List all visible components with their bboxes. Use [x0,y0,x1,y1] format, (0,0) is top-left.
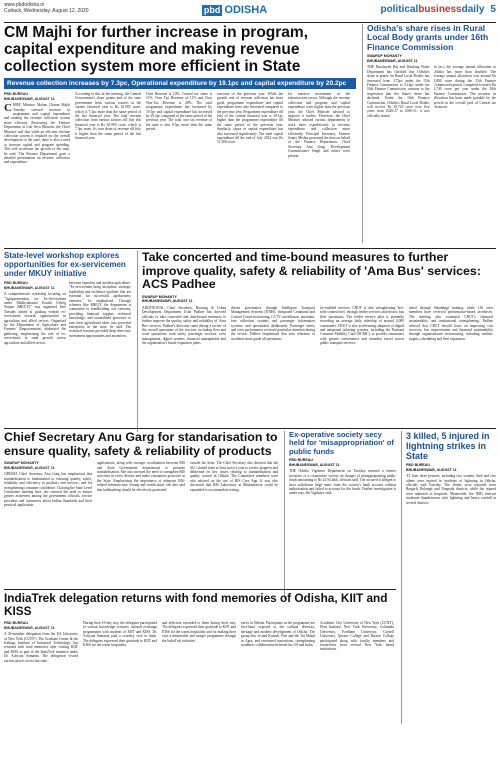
story-headline[interactable]: Chief Secretary Anu Garg for standarisation to ensure quality, safety & reliability of products [4,430,278,458]
story-headline[interactable]: IndiaTrek delegation returns with fond memories of Odisha, KIIT and KISS [4,591,388,618]
story-text: HIEF Minister Mohan Charan Majhi Tuesday stressed increase in programme and capital expenditure and making the revenue collection system more efficient. Reviewing the Finance Department at Lok Seva Bhawan, the Chief Minister said that while an efficient revenue collection system is required for the overall development of the state, there is also a need to increase capital and program spending. This will accelerate the growth of the state, he said. The Finance Department gave a detailed presentation on revenue collection and expenditure. [4,103,70,165]
story-body [4,281,132,433]
story-text: A 30-member delegation from the US University of New York (CUNY), The Graduate Center & the Kalinga Institute of Industrial Technology, has returned with fond memories after visiting KIIT and KISS as part of the IndiaTrek initiative under Dr. Achyuta Samanta. The delegation visited various places across the state. [4,632,78,663]
byline-agency: PBD BUREAU [406,463,430,467]
logo-word: ODISHA [224,4,268,16]
logo-badge: pbd [203,4,221,15]
story-odisha-share [362,24,496,243]
story-column: According to this in the meeting, the Central Government's share grants and of the state government from various sources in the current financial year is Rs 65,985 crore, which is 7.3pc more than the same period of the last financial year. The total revenue collection from various sources till July this financial year is Rs 63,993 crore, which is 7.3pc more. Its own share of revenue till July is higher than the same period of the last financial year. [75,92,141,141]
story-body [367,65,496,243]
story-workshop [4,251,132,433]
section-prefix: political [380,4,419,15]
story-column [4,461,92,599]
byline-place: BHUBANESWAR, AUGUST 11 [4,625,55,630]
dateline: Cuttack, Wednesday, August 12, 2020 [4,8,89,14]
byline-place: BHUBANESWAR, AUGUST 11 [4,465,55,470]
story-column [4,281,66,433]
story-text: A comprehensive workshop focusing on "Agripreneurship for Ex-Servicemen under Mukhyamantri Krushi Udyog Yojana (MKUY)" was organised here Tuesday aimed at guiding veteran ex-servicemen towards opportunities in agriculture and allied sectors. Organised by the Department of Agriculture and Farmers' Empowerment, addressed the gathering, emphasising the role of ex-servicemen in rural growth across agriculture and allied sectors. [4,292,66,345]
byline-agency: PBD BUREAU [289,458,313,463]
story-body [4,621,396,772]
story-ama-bus [137,251,496,432]
byline-place: BHUBANESWAR, AUGUST 11 [4,285,55,290]
site-url[interactable]: www.pbdodisha.in [4,2,45,8]
byline-place: BHUBANESWAR, AUGUST 11 [367,58,418,63]
story-column: AT least three persons, including two women, died and five others were injured in incidents of lightning in Odisha, officials said Tuesday. The deaths were reported from Bargarh, Bolangir and Nuapada districts, while the injured were admitted to hospitals. Meanwhile, the IMD forecast moderate thunderstorm with lightning and heavy rainfall in several districts. [406,474,496,505]
story-headline[interactable]: CM Majhi for further increase in program, capital expenditure and making revenue collection system more efficient in State [4,24,309,75]
section-title [380,4,496,15]
story-text: ODISHA Chief Secretary Anu Garg has emphasised that standardisation is fundamental to ensuring quality, safety, reliability and efficiency in products and services, and for strengthening consumer confidence. Chairing the State Level Committee meeting here, she stressed the need to ensure greater awareness among the government officials, service providers and consumers about Indian Standards and their practical application. [4,472,92,508]
story-column: During their 10-day stay, the delegates participated in various knowledge sessions, cultural exchange programmes with students of KIIT and KISS. Dr. Achyuta Samanta paid a courtesy visit to them. The delegates expressed their gratitude to KIIT and KISS for the warm hospitality. [83,621,157,648]
story-column: outcome of the previous year. While the growth rate of revenue collection has been good, programme expenditure and capital expenditure have also increased compared to the previous year. Programme expenditure till July of the current financial year is 19.1pc higher than the programme expenditure till the same period of the previous year. Similarly, capex or capital expenditure has also increased significantly. The total capital expenditure till the end of July 2024 was Rs 11,300 crore. [217,92,283,145]
masthead [0,0,500,22]
story-headline[interactable]: 3 killed, 5 injured in lightning strikes in State [406,431,490,461]
story-headline[interactable]: State-level workshop explores opportunities for ex-servicemen under MKUY initiative [4,251,126,278]
byline-agency: PBD BUREAU [4,92,28,96]
story-cm-majhi [4,24,356,269]
story-column: ences in Odisha. Participants in the programme are first-hand exposed to the cultural diversity, heritage and modern development of Odisha. The group also visited Konark, Puri and the Taj Mahal in Agra, and renowned institutions, strengthening academic collaboration between the US and India. [241,621,315,648]
section-word: business [418,4,462,15]
story-column: and affection extended to them during their stay. The delegates expressed their gratitude to KIIT and KISS for the warm hospitality and for making their visit a memorable and unique programme through the IndiaTrek initiative. [162,621,236,643]
story-column: outside the State. The Chief Secretary also directed that the SLC should meet at least twice a year to review progress and deliberate on key issues relating to standardisation and quality control in Odisha. The Committee members were also advised on the use of BIS Care App. It was also discussed that BIS Laboratory at Bhubaneswar could be expanded to accommodate testing. [190,461,278,492]
story-column: driven governance through Intelligent Transport Management Systems (ITMS), Integrated Command and Control Centre monitoring, CCTV surveillance, automatic fare collection systems and passenger information systems, and operational dashboards. Passenger safety and crew performance received particular attention during the review. Padhee emphasised that zero tolerance to accidents must guide all operations. [231,305,315,341]
story-column [4,92,70,269]
story-column: for massive investment in the infrastructure sector. Although the revenue collection and program and capital expenditure were higher than the previous year, the Chief Minister advised to improve it further. Therefore, the Chief Minister advised various departments to work more expeditiously to increase expenditure and collection more efficiently. Principal Secretary, Finance Sanjiv Mishra presented the data on behalf of the Finance Department. Chief Secretary Anu Garg, Development Commissioner Singh and others were present. [288,92,350,158]
section-rule [4,428,496,429]
story-headline[interactable]: Ex-operative society secy held for 'misappropriation' of public funds [289,430,394,456]
section-rule [4,589,396,590]
section-suffix: daily [461,4,485,15]
story-body [4,461,279,599]
publication-logo [202,4,267,16]
story-strap: Revenue collection increases by 7.3pc, Operational expenditure by 19.1pc and capital expenditure by 20.2pc [4,78,356,89]
story-lightning [401,431,496,724]
byline-agency: PBD BUREAU [4,281,28,285]
byline-agency: PBD BUREAU [4,621,28,625]
drop-cap: C [4,102,12,115]
byline-reporter: SWARUP MOHANTY [142,294,177,299]
byline-place: BHUBANESWAR, AUGUST 11 [4,96,55,101]
story-column: nized through Sahabhagi training, while 116 crew members have received performance-based incentives. The meeting also examined CRUT's financial sustainability and institutional strengthening. Padhee advised that CRUT should focus on improving cost recovery, bus improvement and financial sustainability through organisational restructuring, including realistic targets, scheduling and fleet expansion. [409,305,493,341]
story-headline[interactable]: Odisha's share rises in Rural Local Body grants under 16th Finance Commission [367,23,489,52]
story-cooperative-secy [284,431,396,599]
story-column: Academic City University of New York (CUNY), Pratt Institute, New York University, Columbia University, Fordham University, Cornell University, Queens College and Baruch College participated along with faculty members and researchers from several New York based institutions. [320,621,394,652]
story-body [142,306,496,432]
story-column: ADDITIONAL Chief Secretary, Housing & Urban Development Department Usha Padhee has directed officials to take concerted and time-bound measures to further improve the quality, safety and reliability of 'Ama Bus' services. Padhee's direction came during a review of the overall operations of the services, including fleet and route operations, road safety, passenger services, crew management, digital systems, financial management and the organisation's future expansion plans. [142,305,226,346]
story-column: Own Revenue is 10%. Central tax share is 11%. Own Tax Revenue of 11% and Own Non-Tax Revenue is 28%. The total programme expenditure has increased by 19.1pc and capital expenditure has increased by 20.2pc compared to the same period of the previous year. The total core tax revenue of the state is also 9.5pc more than the same period. [146,92,212,132]
masthead-left [4,2,89,14]
byline-place: BHUBANESWAR, AUGUST 11 [289,462,340,467]
byline-place: BHUBANESWAR, AUGUST 11 [142,299,193,304]
byline-reporter: SWARUP MOHANTY [4,461,39,466]
story-standardisation [4,431,279,599]
story-column: between expertise and modern agriculture. "Ex-servicemen bring discipline, strategic leadership and resilience qualities that are essential for successful agribusiness ventures," he emphasised. Through schemes like MKUY, the department is committed to handholding our veterans, providing financial support, technical knowledge, and streamlined processes to turn their agricultural ideas into powerful enterprises in the state, he said. The technical sessions provided deep dives into investment opportunities and incentives. [69,281,131,338]
story-indiatrek [4,592,396,772]
section-rule [4,248,496,249]
story-column: applications, along with stronger coordination between BIS and State Government departments to promote standardisation. She also stressed the need to strengthen BIS activities in every district and make consumers proactive in the State. Emphasising the importance of adequate BIS-related infrastructure, testing and certification, she also said that hallmarking should be effectively promoted. [97,461,185,492]
story-column: THE Odisha Vigilance Department on Tuesday arrested a former secretary of a cooperative society on charges of misappropriating public funds amounting to Rs 23.94 lakh, officials said. The accused is alleged to have withdrawn large sums from the society's bank account without authorisation and failed to account for the funds. Further investigation is under way, the Vigilance said. [289,469,396,496]
story-column: THE Panchayati Raj and Drinking Water Department has clarified that Odisha's share in grants for Rural Local Bodies has increased from 3.72pc under the 15th Finance Commission to 4.14pc under the 16th Finance Commission, contrary to the impression that the State's share has declined. Under the 16th Finance Commission, Odisha's Rural Local Bodies will receive Rs 18,720 crore over five years from 2026-27 to 2030-31, it was officially stated. [367,65,430,118]
story-column: ity-enabled services. CRUT is also strengthening 'last-mile connectivity' through feeder services and electric bus fleet operations. The feeder service pilot is presently recording an average daily ridership of around 4,000 commuters. CRUT is also accelerating adoption of digital and integrated ticketing systems, including the National Common Mobility Card (NCMC), to provide commuters with greater convenience and seamless travel across public transport services. [320,305,404,346]
story-body [4,92,356,269]
story-column [4,621,78,772]
story-headline[interactable]: Take concerted and time-bound measures to further improve quality, safety & reliability of 'Ama Bus' services: ACS Padhee [142,250,481,292]
byline-reporter: SWARUP MOHANTY [367,54,402,59]
story-column: In fact, the average annual allocation to Odisha has more than doubled. The average annual allocation was around Rs 1,800 crore during the 15th Finance Commission period, compared to nearly Rs 3,740 crore per year under the 16th Finance Commission. The increase in allocation has been made possible by the growth in the overall pool of Central tax resources. [433,65,496,110]
page-number: 5 [490,4,496,15]
byline-place: BHUBANESWAR, AUGUST 11 [406,467,457,472]
